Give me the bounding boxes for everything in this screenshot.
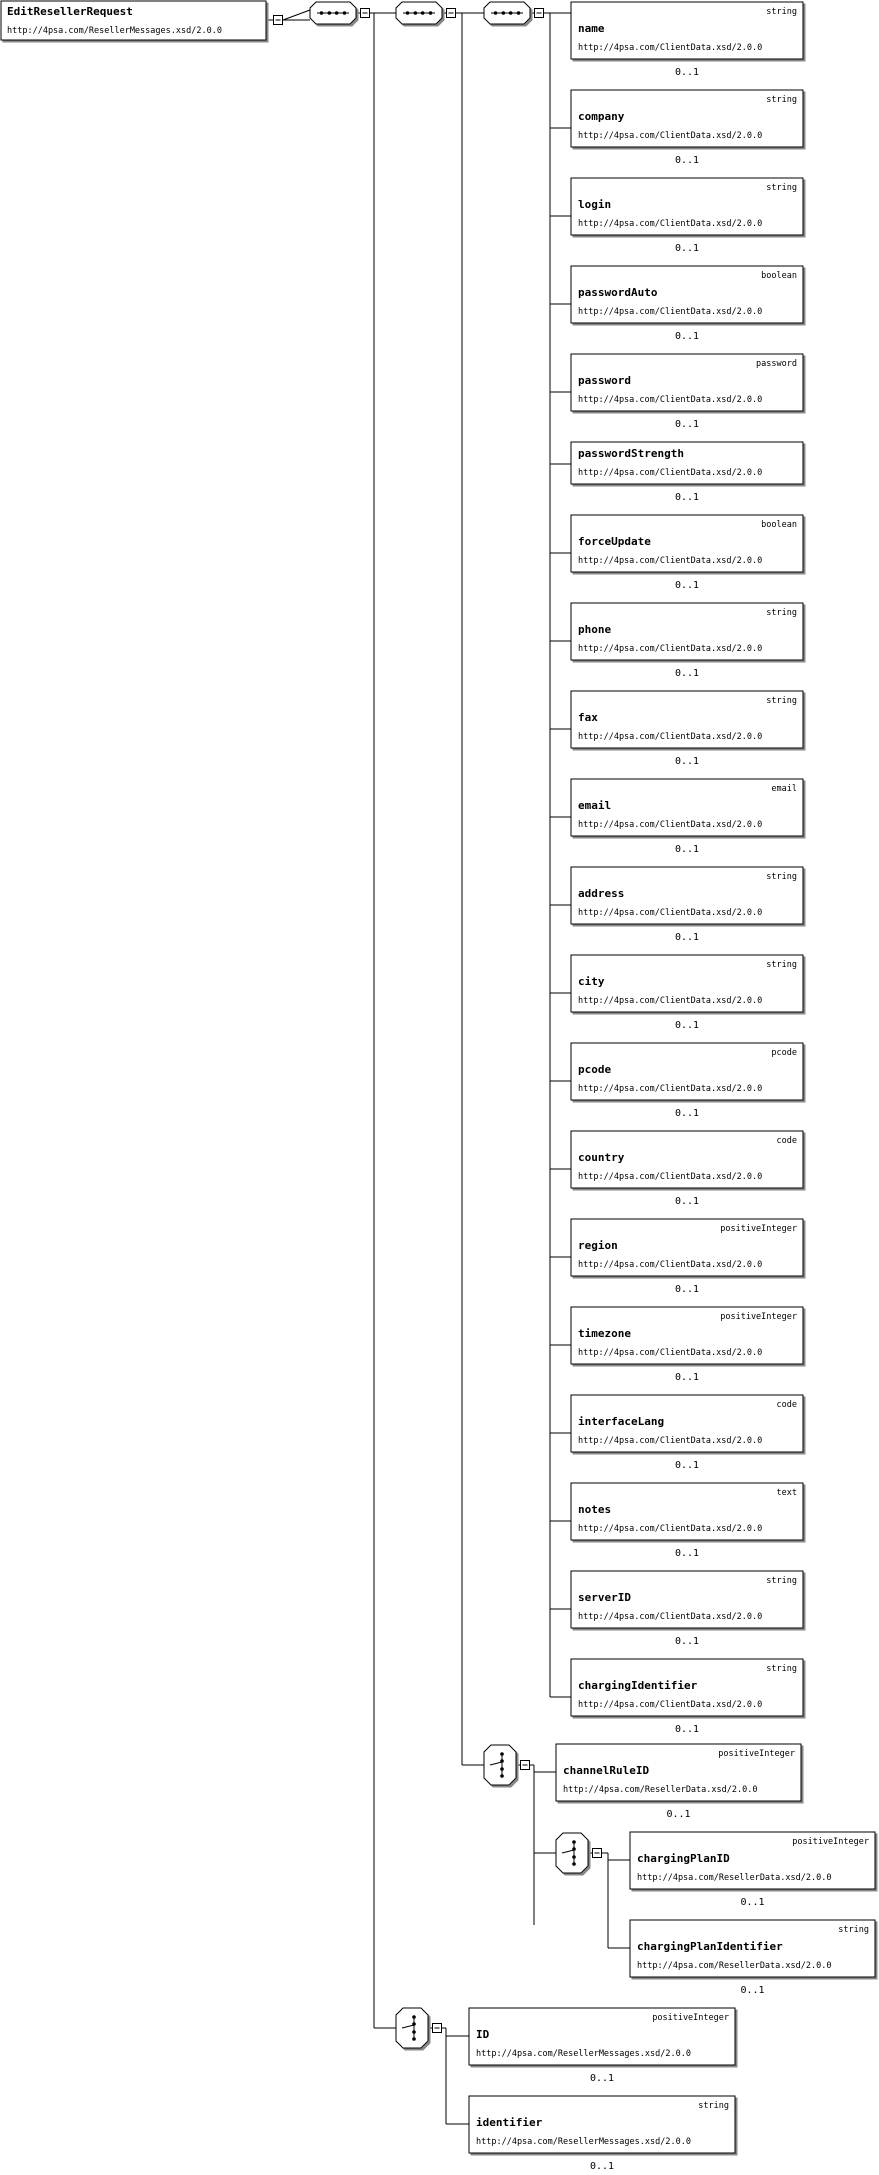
client-field-address: [571, 867, 803, 943]
element-namespace: http://4psa.com/ClientData.xsd/2.0.0: [578, 1172, 763, 1182]
element-name: serverID: [578, 1591, 631, 1604]
nodes: [1, 1, 875, 2172]
client-field-passwordStrength: [571, 442, 803, 503]
element-cardinality: 0..1: [674, 932, 700, 943]
element-name: chargingPlanIdentifier: [637, 1940, 783, 1953]
element-cardinality: 0..1: [674, 580, 700, 591]
element-name: city: [578, 975, 605, 988]
element-channelRuleID: [556, 1744, 801, 1820]
root-collapse-icon[interactable]: [274, 16, 283, 25]
client-field-region: [571, 1219, 803, 1295]
element-cardinality: 0..1: [674, 668, 700, 679]
element-name: region: [578, 1239, 618, 1252]
element-name: email: [578, 799, 612, 812]
element-name: passwordAuto: [578, 286, 658, 299]
element-cardinality: 0..1: [674, 844, 700, 855]
connector-line: [283, 10, 310, 20]
element-namespace: http://4psa.com/ClientData.xsd/2.0.0: [578, 131, 763, 141]
root-element-namespace: http://4psa.com/ResellerMessages.xsd/2.0.0: [7, 26, 222, 36]
element-cardinality: 0..1: [674, 1372, 700, 1383]
element-chargingPlanIdentifier: [630, 1920, 875, 1996]
element-type: positiveInteger: [792, 1837, 869, 1847]
sequence-icon-1: [310, 2, 356, 24]
sequence-2-collapse-icon[interactable]: [447, 9, 456, 18]
client-field-serverID: [571, 1571, 803, 1647]
element-name: forceUpdate: [578, 535, 651, 548]
element-namespace: http://4psa.com/ClientData.xsd/2.0.0: [578, 1348, 763, 1358]
element-cardinality: 0..1: [740, 1985, 765, 1996]
element-type: string: [766, 183, 797, 193]
element-cardinality: 0..1: [674, 1284, 700, 1295]
element-name: login: [578, 198, 612, 211]
root-element-box: [1, 1, 266, 40]
choice-1-collapse-icon[interactable]: [521, 1761, 530, 1770]
client-field-forceUpdate: [571, 515, 803, 591]
element-type: positiveInteger: [718, 1749, 795, 1759]
element-name: chargingPlanID: [637, 1852, 730, 1865]
element-namespace: http://4psa.com/ClientData.xsd/2.0.0: [578, 556, 763, 566]
element-name: identifier: [476, 2116, 543, 2129]
element-name: chargingIdentifier: [578, 1679, 698, 1692]
element-type: positiveInteger: [720, 1312, 797, 1322]
choice-2-collapse-icon[interactable]: [593, 1849, 602, 1858]
element-cardinality: 0..1: [674, 1548, 700, 1559]
client-field-name: [571, 2, 803, 78]
choice-icon-channel-rule: [484, 1745, 516, 1785]
element-name: fax: [578, 711, 598, 724]
element-cardinality: 0..1: [674, 331, 700, 342]
element-namespace: http://4psa.com/ClientData.xsd/2.0.0: [578, 1436, 763, 1446]
element-namespace: http://4psa.com/ClientData.xsd/2.0.0: [578, 1700, 763, 1710]
element-type: positiveInteger: [652, 2013, 729, 2023]
element-namespace: http://4psa.com/ClientData.xsd/2.0.0: [578, 1524, 763, 1534]
element-namespace: http://4psa.com/ClientData.xsd/2.0.0: [578, 644, 763, 654]
element-type: string: [838, 1925, 869, 1935]
choice-3-collapse-icon[interactable]: [433, 2024, 442, 2033]
element-namespace: http://4psa.com/ClientData.xsd/2.0.0: [578, 468, 763, 478]
choice-icon-reseller-id: [396, 2008, 428, 2048]
element-namespace: http://4psa.com/ClientData.xsd/2.0.0: [578, 307, 763, 317]
client-field-phone: [571, 603, 803, 679]
client-field-country: [571, 1131, 803, 1207]
client-field-notes: [571, 1483, 803, 1559]
element-type: string: [766, 1576, 797, 1586]
element-cardinality: 0..1: [589, 2161, 615, 2172]
element-cardinality: 0..1: [666, 1809, 691, 1820]
element-type: string: [766, 872, 797, 882]
element-type: string: [766, 608, 797, 618]
element-type: code: [776, 1136, 797, 1146]
element-cardinality: 0..1: [674, 419, 700, 430]
element-namespace: http://4psa.com/ResellerData.xsd/2.0.0: [563, 1785, 758, 1795]
element-namespace: http://4psa.com/ResellerMessages.xsd/2.0.0: [476, 2137, 691, 2147]
element-cardinality: 0..1: [674, 1636, 700, 1647]
element-type: email: [771, 784, 797, 794]
element-cardinality: 0..1: [674, 1020, 700, 1031]
element-name: phone: [578, 623, 612, 636]
element-cardinality: 0..1: [674, 243, 700, 254]
choice-icon-charging-plan: [556, 1833, 588, 1873]
client-field-pcode: [571, 1043, 803, 1119]
element-name: interfaceLang: [578, 1415, 665, 1428]
element-ID: [469, 2008, 735, 2084]
element-type: string: [766, 1664, 797, 1674]
element-name: country: [578, 1151, 625, 1164]
element-type: positiveInteger: [720, 1224, 797, 1234]
element-name: timezone: [578, 1327, 631, 1340]
element-namespace: http://4psa.com/ResellerMessages.xsd/2.0.0: [476, 2049, 691, 2059]
root-element-name: EditResellerRequest: [7, 5, 133, 18]
element-cardinality: 0..1: [674, 1724, 700, 1735]
client-field-fax: [571, 691, 803, 767]
element-type: code: [776, 1400, 797, 1410]
element-name: pcode: [578, 1063, 612, 1076]
element-namespace: http://4psa.com/ClientData.xsd/2.0.0: [578, 395, 763, 405]
client-field-login: [571, 178, 803, 254]
element-chargingPlanID: [630, 1832, 875, 1908]
element-cardinality: 0..1: [674, 756, 700, 767]
client-field-passwordAuto: [571, 266, 803, 342]
element-cardinality: 0..1: [589, 2073, 615, 2084]
element-type: boolean: [761, 271, 797, 281]
element-namespace: http://4psa.com/ClientData.xsd/2.0.0: [578, 1084, 763, 1094]
element-namespace: http://4psa.com/ClientData.xsd/2.0.0: [578, 820, 763, 830]
element-name: address: [578, 887, 625, 900]
element-name: company: [578, 110, 625, 123]
element-type: password: [756, 359, 797, 369]
element-namespace: http://4psa.com/ClientData.xsd/2.0.0: [578, 996, 763, 1006]
client-field-email: [571, 779, 803, 855]
sequence-1-collapse-icon[interactable]: [361, 9, 370, 18]
element-namespace: http://4psa.com/ClientData.xsd/2.0.0: [578, 732, 763, 742]
element-type: string: [766, 696, 797, 706]
element-name: password: [578, 374, 631, 387]
element-name: passwordStrength: [578, 447, 684, 460]
element-cardinality: 0..1: [740, 1897, 765, 1908]
element-namespace: http://4psa.com/ResellerData.xsd/2.0.0: [637, 1961, 832, 1971]
element-cardinality: 0..1: [674, 155, 700, 166]
element-cardinality: 0..1: [674, 1196, 700, 1207]
element-namespace: http://4psa.com/ClientData.xsd/2.0.0: [578, 908, 763, 918]
element-name: name: [578, 22, 605, 35]
element-namespace: http://4psa.com/ClientData.xsd/2.0.0: [578, 1612, 763, 1622]
element-name: notes: [578, 1503, 612, 1516]
element-type: string: [698, 2101, 729, 2111]
client-field-password: [571, 354, 803, 430]
element-type: pcode: [771, 1048, 797, 1058]
element-cardinality: 0..1: [674, 492, 700, 503]
element-type: string: [766, 960, 797, 970]
element-name: channelRuleID: [563, 1764, 650, 1777]
sequence-icon-2: [396, 2, 442, 24]
client-field-company: [571, 90, 803, 166]
element-namespace: http://4psa.com/ClientData.xsd/2.0.0: [578, 219, 763, 229]
client-field-city: [571, 955, 803, 1031]
sequence-3-collapse-icon[interactable]: [535, 9, 544, 18]
client-field-chargingIdentifier: [571, 1659, 803, 1735]
sequence-icon-3: [484, 2, 530, 24]
element-cardinality: 0..1: [674, 1460, 700, 1471]
element-namespace: http://4psa.com/ClientData.xsd/2.0.0: [578, 1260, 763, 1270]
client-field-timezone: [571, 1307, 803, 1383]
element-namespace: http://4psa.com/ClientData.xsd/2.0.0: [578, 43, 763, 53]
element-type: boolean: [761, 520, 797, 530]
element-cardinality: 0..1: [674, 67, 700, 78]
element-type: string: [766, 7, 797, 17]
element-namespace: http://4psa.com/ResellerData.xsd/2.0.0: [637, 1873, 832, 1883]
element-identifier: [469, 2096, 735, 2172]
element-name: ID: [476, 2028, 490, 2041]
client-field-interfaceLang: [571, 1395, 803, 1471]
element-cardinality: 0..1: [674, 1108, 700, 1119]
element-type: text: [776, 1488, 797, 1498]
element-type: string: [766, 95, 797, 105]
